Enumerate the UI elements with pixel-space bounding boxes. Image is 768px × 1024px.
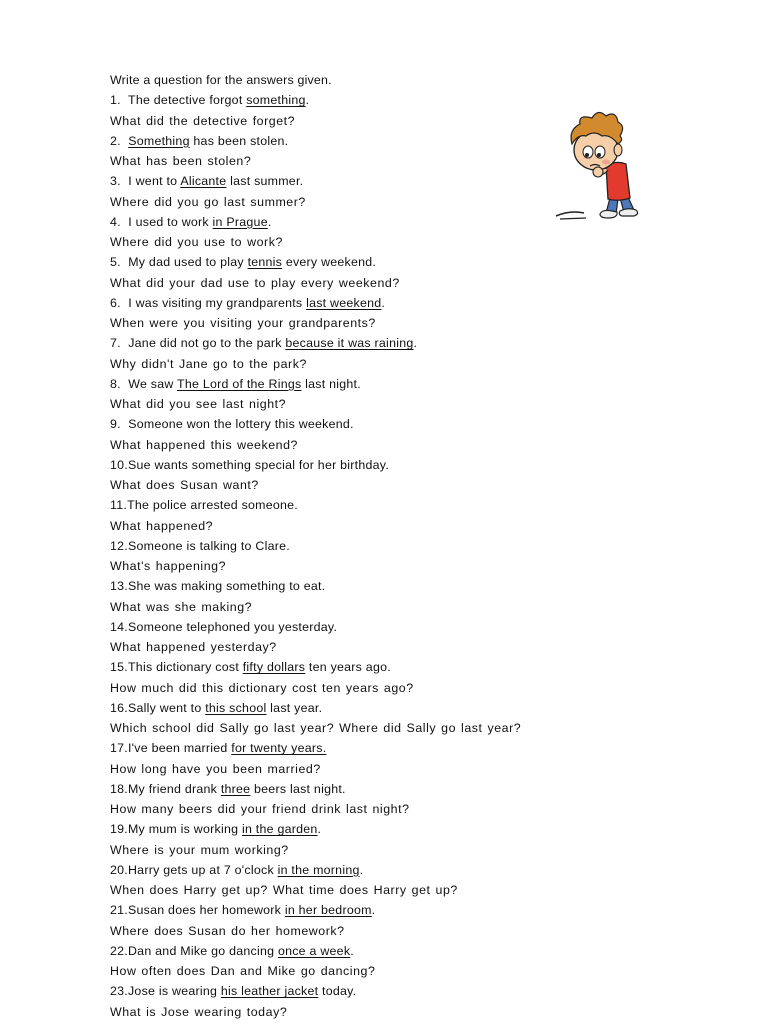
question-sentence — [110, 333, 670, 353]
sentence-text: . — [371, 903, 376, 918]
answer-question: How many beers did your friend drink last night? — [110, 802, 410, 816]
answer-question: What did your dad use to play every weekend? — [110, 275, 400, 290]
underlined-answer-part: because it was raining — [285, 336, 414, 351]
sentence-text: . — [350, 943, 354, 958]
underlined-answer-part: in her bedroom — [284, 903, 372, 918]
answer-question: Which school did Sally go last year? Where did Sally go last year? — [110, 721, 522, 735]
question-sentence — [110, 414, 670, 434]
underlined-answer-part: in Prague — [212, 214, 268, 229]
item-number: 13. — [110, 579, 128, 594]
sentence-text: every weekend. — [282, 255, 377, 270]
answer-question: What happened yesterday? — [110, 640, 277, 654]
sentence-text: She was making something to eat. — [127, 579, 326, 594]
sentence-text: My friend drank — [127, 781, 221, 796]
question-sentence — [110, 860, 670, 880]
underlined-answer-part: The Lord of the Rings — [177, 376, 302, 391]
underlined-answer-part: for twenty years. — [231, 741, 327, 756]
item-number: 10. — [110, 457, 128, 472]
sentence-text: We saw — [128, 376, 178, 391]
sentence-text: Someone is talking to Clare. — [127, 538, 290, 553]
sentence-text: My mum is working — [127, 822, 242, 837]
question-sentence — [110, 374, 670, 394]
sentence-text: . — [305, 93, 310, 108]
sentence-text: . — [413, 336, 418, 351]
sentence-text: Someone won the lottery this weekend. — [128, 417, 354, 432]
sentence-text: ten years ago. — [305, 660, 391, 675]
underlined-answer-part: in the garden — [241, 822, 318, 837]
answer-question: What's happening? — [110, 559, 227, 573]
question-sentence — [110, 657, 670, 677]
item-number: 12. — [110, 538, 128, 553]
sentence-text: I went to — [128, 174, 181, 189]
underlined-answer-part: this school — [205, 700, 267, 715]
answer-question: What happened? — [110, 518, 214, 533]
answer-question: Where did you use to work? — [110, 235, 283, 249]
sentence-text: The police arrested someone. — [127, 498, 298, 513]
item-number: 15. — [110, 660, 128, 675]
sentence-text: has been stolen. — [189, 133, 289, 148]
question-sentence — [110, 981, 670, 1001]
underlined-answer-part: fifty dollars — [242, 660, 306, 675]
underlined-answer-part: something — [246, 93, 306, 108]
underlined-answer-part: in the morning — [277, 862, 360, 877]
item-number: 7. — [110, 336, 129, 351]
sentence-text: Sally went to — [127, 700, 206, 715]
sentence-text: The detective forgot — [128, 93, 247, 108]
item-number: 19. — [110, 822, 128, 837]
item-number: 6. — [110, 295, 129, 310]
sentence-text: last night. — [301, 376, 361, 391]
item-number: 21. — [110, 903, 128, 918]
question-sentence — [110, 819, 670, 839]
answer-question: How much did this dictionary cost ten years ago? — [110, 680, 414, 695]
question-sentence — [110, 293, 670, 313]
item-number: 11. — [110, 498, 128, 513]
sentence-text: last year. — [266, 700, 323, 715]
instruction: Write a question for the answers given. — [110, 73, 332, 87]
question-list — [110, 90, 670, 1022]
cartoon-boy-illustration — [550, 100, 660, 225]
item-number: 17. — [110, 741, 128, 756]
underlined-answer-part: Something — [128, 133, 190, 148]
answer-question: What is Jose wearing today? — [110, 1004, 288, 1019]
answer-question: Where does Susan do her homework? — [110, 923, 345, 938]
question-sentence — [110, 779, 670, 799]
answer-question: When does Harry get up? What time does Harry get up? — [110, 883, 458, 897]
sentence-text: This dictionary cost — [127, 660, 243, 675]
answer-question: What did you see last night? — [110, 397, 287, 411]
underlined-answer-part: last weekend — [306, 295, 382, 310]
answer-question: Where is your mum working? — [110, 842, 289, 857]
answer-question: What happened this weekend? — [110, 437, 298, 452]
sentence-text: today. — [318, 984, 357, 999]
question-sentence — [110, 941, 670, 961]
question-sentence — [110, 617, 670, 637]
item-number: 18. — [110, 781, 128, 796]
answer-question: What was she making? — [110, 599, 253, 614]
sentence-text: Someone telephoned you yesterday. — [127, 619, 338, 634]
item-number: 14. — [110, 619, 128, 634]
answer-question: What did the detective forget? — [110, 113, 296, 128]
item-number: 1. — [110, 93, 128, 108]
answer-question: Why didn't Jane go to the park? — [110, 356, 307, 371]
answer-question: How long have you been married? — [110, 761, 321, 776]
question-sentence — [110, 698, 670, 718]
sentence-text: I was visiting my grandparents — [128, 295, 307, 310]
underlined-answer-part: Alicante — [180, 174, 227, 189]
sentence-text: Harry gets up at 7 o'clock — [127, 862, 278, 877]
question-sentence — [110, 900, 670, 920]
item-number: 8. — [110, 376, 129, 391]
item-number: 3. — [110, 174, 129, 189]
item-number: 16. — [110, 700, 128, 715]
answer-question: Where did you go last summer? — [110, 194, 306, 209]
answer-question: How often does Dan and Mike go dancing? — [110, 964, 376, 978]
question-sentence — [110, 252, 670, 272]
sentence-text: last summer. — [226, 174, 304, 189]
sentence-text: I've been married — [127, 741, 232, 756]
underlined-answer-part: once a week — [277, 943, 351, 958]
item-number: 2. — [110, 133, 129, 148]
question-sentence — [110, 455, 670, 475]
item-number: 22. — [110, 943, 128, 958]
sentence-text: Jane did not go to the park — [128, 336, 286, 351]
sentence-text: . — [267, 214, 272, 229]
sentence-text: . — [381, 295, 386, 310]
question-sentence — [110, 536, 670, 556]
sentence-text: Susan does her homework — [127, 903, 285, 918]
answer-question: When were you visiting your grandparents? — [110, 316, 376, 330]
item-number: 23. — [110, 984, 128, 999]
underlined-answer-part: three — [220, 781, 251, 796]
sentence-text: Sue wants something special for her birthday. — [127, 457, 390, 472]
sentence-text: Dan and Mike go dancing — [127, 943, 278, 958]
sentence-text: . — [317, 822, 322, 837]
question-sentence — [110, 738, 670, 758]
underlined-answer-part: tennis — [247, 255, 283, 270]
answer-question: What does Susan want? — [110, 478, 259, 492]
answer-question: What has been stolen? — [110, 154, 252, 168]
sentence-text: beers last night. — [250, 781, 346, 796]
item-number: 4. — [110, 214, 129, 229]
item-number: 20. — [110, 862, 128, 877]
item-number: 9. — [110, 417, 129, 432]
sentence-text: Jose is wearing — [127, 984, 221, 999]
question-sentence — [110, 576, 670, 596]
question-sentence — [110, 495, 670, 515]
sentence-text: I used to work — [128, 214, 213, 229]
item-number: 5. — [110, 255, 129, 270]
underlined-answer-part: his leather jacket — [220, 984, 319, 999]
sentence-text: . — [359, 862, 364, 877]
sentence-text: My dad used to play — [128, 255, 248, 270]
